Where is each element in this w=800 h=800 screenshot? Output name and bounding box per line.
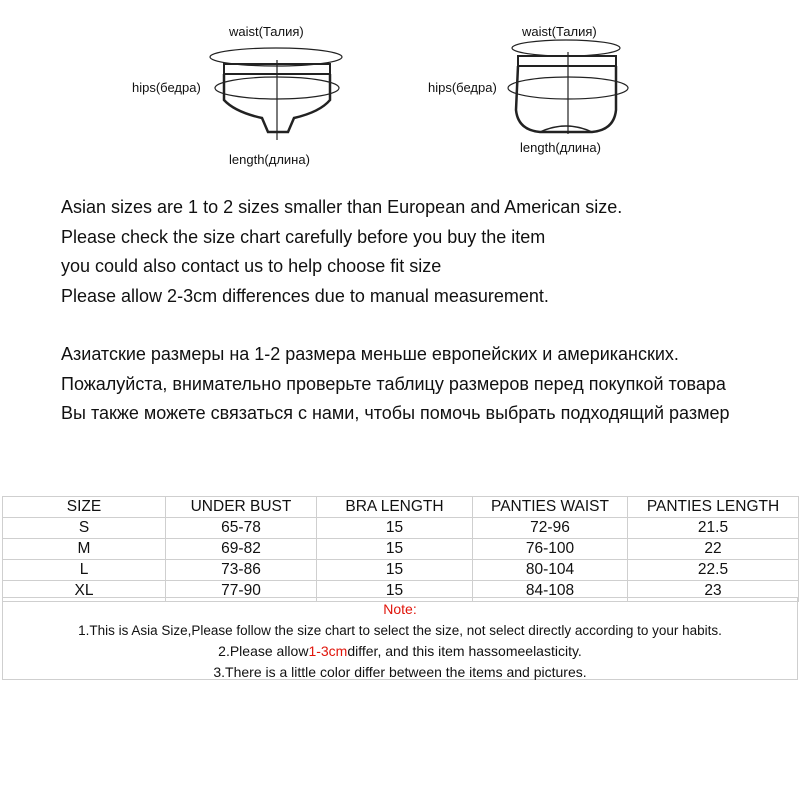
- table-cell: 15: [317, 539, 473, 560]
- length-label: length(длина): [520, 140, 601, 155]
- table-cell: 22: [628, 539, 799, 560]
- table-cell: 21.5: [628, 518, 799, 539]
- table-cell: 80-104: [473, 560, 628, 581]
- advice-line: Please allow 2-3cm differences due to manual measurement.: [61, 285, 549, 306]
- column-header: UNDER BUST: [166, 497, 317, 518]
- notes-box: [2, 597, 798, 680]
- table-cell: 15: [317, 560, 473, 581]
- table-cell: 65-78: [166, 518, 317, 539]
- boyshort-measurement-diagram: [400, 0, 800, 180]
- table-cell: 15: [317, 518, 473, 539]
- note-line-2-highlight: 1-3cm: [308, 643, 348, 659]
- advice-line: Asian sizes are 1 to 2 sizes smaller than European and American size.: [61, 197, 623, 217]
- table-cell: XL: [3, 581, 166, 602]
- table-cell: 22.5: [628, 560, 799, 581]
- advice-line: Пожалуйста, внимательно проверьте таблицу размеров перед покупкой товара: [61, 373, 726, 394]
- advice-line: Вы также можете связаться с нами, чтобы помочь выбрать подходящий размер: [61, 403, 730, 423]
- table-cell: 15: [317, 581, 473, 602]
- table-header-row: [3, 497, 799, 518]
- advice-line: you could also contact us to help choose fit size: [61, 256, 442, 276]
- note-line-1: 1.This is Asia Size,Please follow the size chart to select the size, not select directly according to your habits.: [78, 623, 722, 638]
- advice-line: Азиатские размеры на 1-2 размера меньше европейских и американских.: [61, 344, 679, 364]
- advice-line: Please check the size chart carefully before you buy the item: [61, 226, 546, 247]
- column-header: PANTIES WAIST: [473, 497, 628, 518]
- table-row: [3, 539, 799, 560]
- waist-label: waist(Талия): [522, 24, 597, 39]
- column-header: BRA LENGTH: [317, 497, 473, 518]
- brief-measurement-diagram: [0, 0, 400, 180]
- note-line-3: 3.There is a little color differ between the items and pictures.: [213, 664, 587, 680]
- note-line-2-suffix: differ, and this item hassomeelasticity.: [347, 643, 582, 659]
- note-title: Note:: [383, 601, 417, 617]
- column-header: PANTIES LENGTH: [628, 497, 799, 518]
- table-cell: 23: [628, 581, 799, 602]
- table-cell: 77-90: [166, 581, 317, 602]
- table-cell: M: [3, 539, 166, 560]
- table-cell: 69-82: [166, 539, 317, 560]
- english-size-advice: [61, 193, 791, 311]
- table-row: [3, 560, 799, 581]
- note-line-2-prefix: 2.Please allow: [218, 643, 309, 659]
- waist-label: waist(Талия): [229, 24, 304, 39]
- table-row: [3, 518, 799, 539]
- table-cell: 84-108: [473, 581, 628, 602]
- table-cell: L: [3, 560, 166, 581]
- russian-size-advice: [61, 340, 751, 429]
- column-header: SIZE: [3, 497, 166, 518]
- note-line-2: [3, 641, 797, 662]
- length-label: length(длина): [229, 152, 310, 167]
- hips-label: hips(бедра): [132, 80, 201, 95]
- table-cell: 73-86: [166, 560, 317, 581]
- table-cell: 72-96: [473, 518, 628, 539]
- table-cell: 76-100: [473, 539, 628, 560]
- table-cell: S: [3, 518, 166, 539]
- size-chart-table: [2, 496, 799, 602]
- hips-label: hips(бедра): [428, 80, 497, 95]
